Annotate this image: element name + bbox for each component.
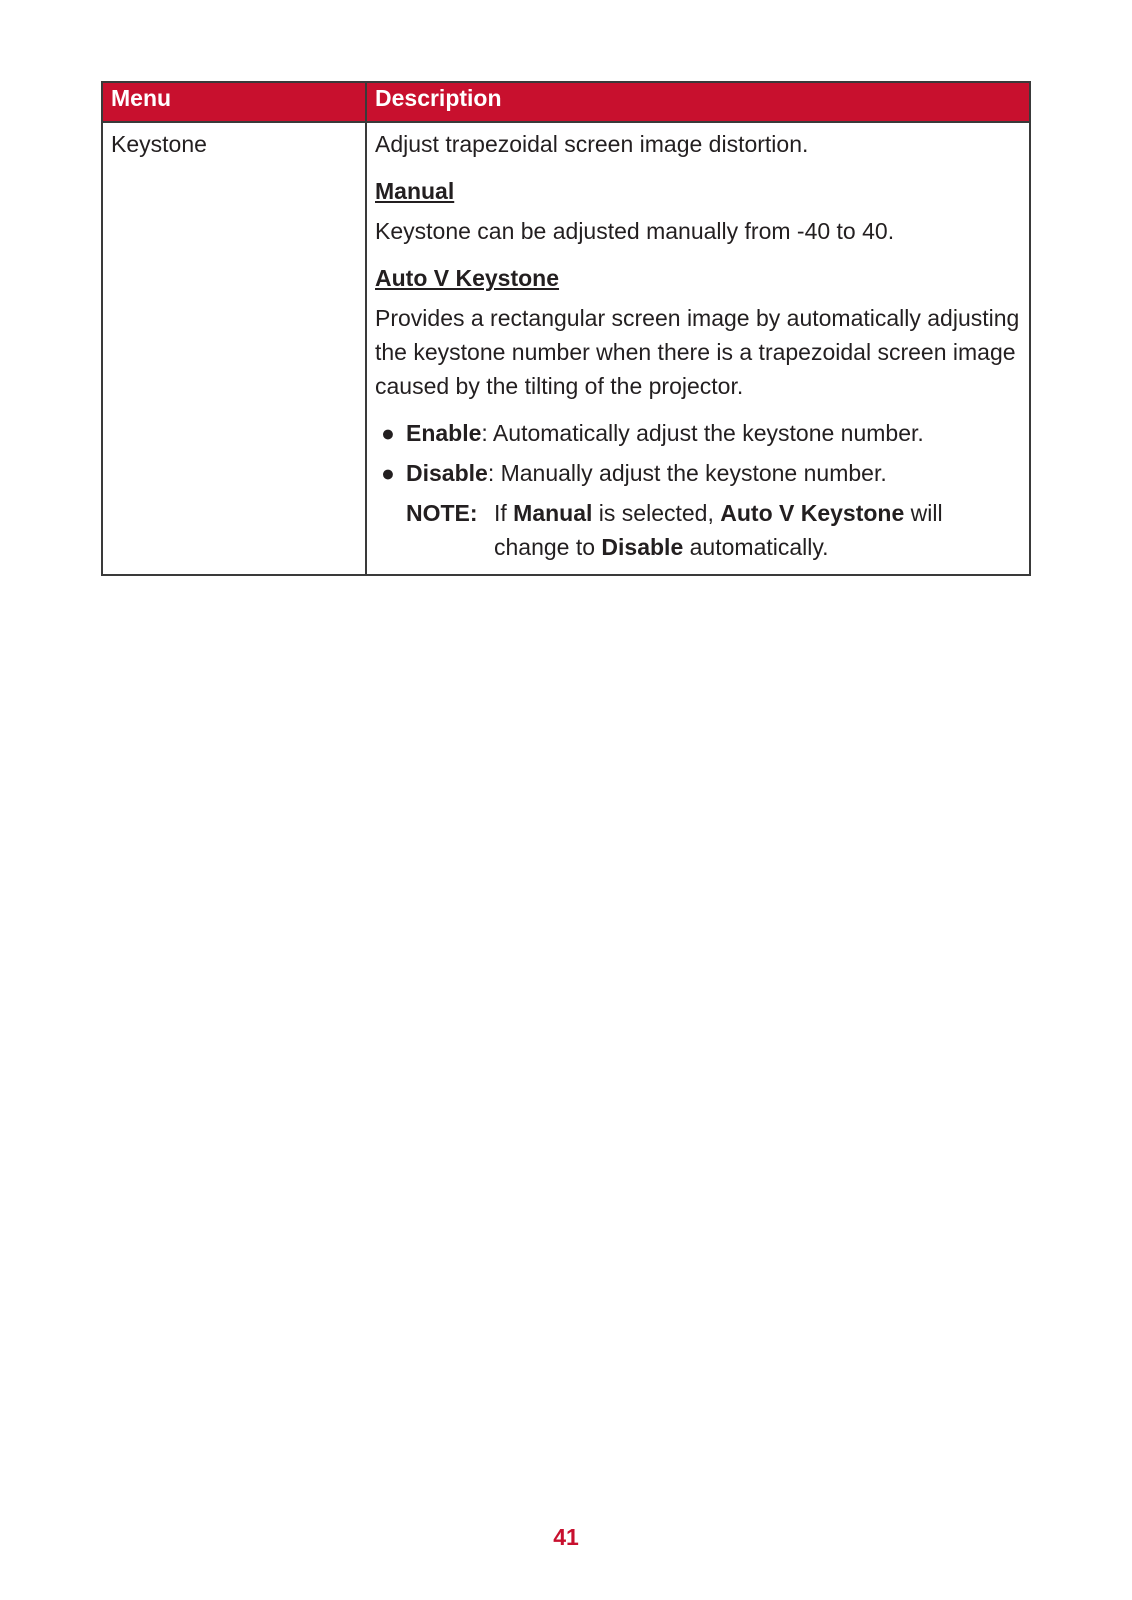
header-menu: Menu (102, 82, 366, 122)
auto-v-keystone-heading: Auto V Keystone (375, 265, 560, 291)
note-text-part: automatically. (683, 534, 829, 560)
note-text-part: If (494, 500, 514, 526)
header-description: Description (366, 82, 1030, 122)
note-text (494, 496, 1021, 564)
option-term-disable: Disable (406, 460, 488, 486)
description-intro: Adjust trapezoidal screen image distortion. (375, 131, 809, 157)
note-bold-disable: Disable (601, 534, 684, 560)
table-header-row (102, 82, 1030, 122)
note-bold-manual: Manual (513, 500, 593, 526)
menu-cell: Keystone (102, 122, 366, 575)
option-text-enable: : Automatically adjust the keystone number. (481, 420, 924, 446)
description-cell (366, 122, 1030, 575)
bullet-icon: ● (381, 420, 395, 446)
note-text-part: is selected, (592, 500, 721, 526)
manual-text: Keystone can be adjusted manually from -40 to 40. (375, 218, 895, 244)
list-item (375, 456, 1021, 490)
note-text-part: will change to (494, 500, 943, 560)
manual-heading: Manual (375, 178, 455, 204)
note (375, 496, 1021, 564)
note-label: NOTE: (406, 500, 478, 526)
option-list (375, 416, 1021, 490)
note-bold-auto-v-keystone: Auto V Keystone (720, 500, 905, 526)
list-item (375, 416, 1021, 450)
page-number: 41 (553, 1524, 579, 1550)
table-row (102, 122, 1030, 575)
option-text-disable: : Manually adjust the keystone number. (487, 460, 887, 486)
bullet-icon: ● (381, 460, 395, 486)
menu-description-table (101, 81, 1031, 576)
option-term-enable: Enable (406, 420, 482, 446)
auto-v-keystone-text: Provides a rectangular screen image by automatically adjusting the keystone number when there is a trapezoidal screen image caused by the tilting of the projector. (375, 305, 1020, 399)
